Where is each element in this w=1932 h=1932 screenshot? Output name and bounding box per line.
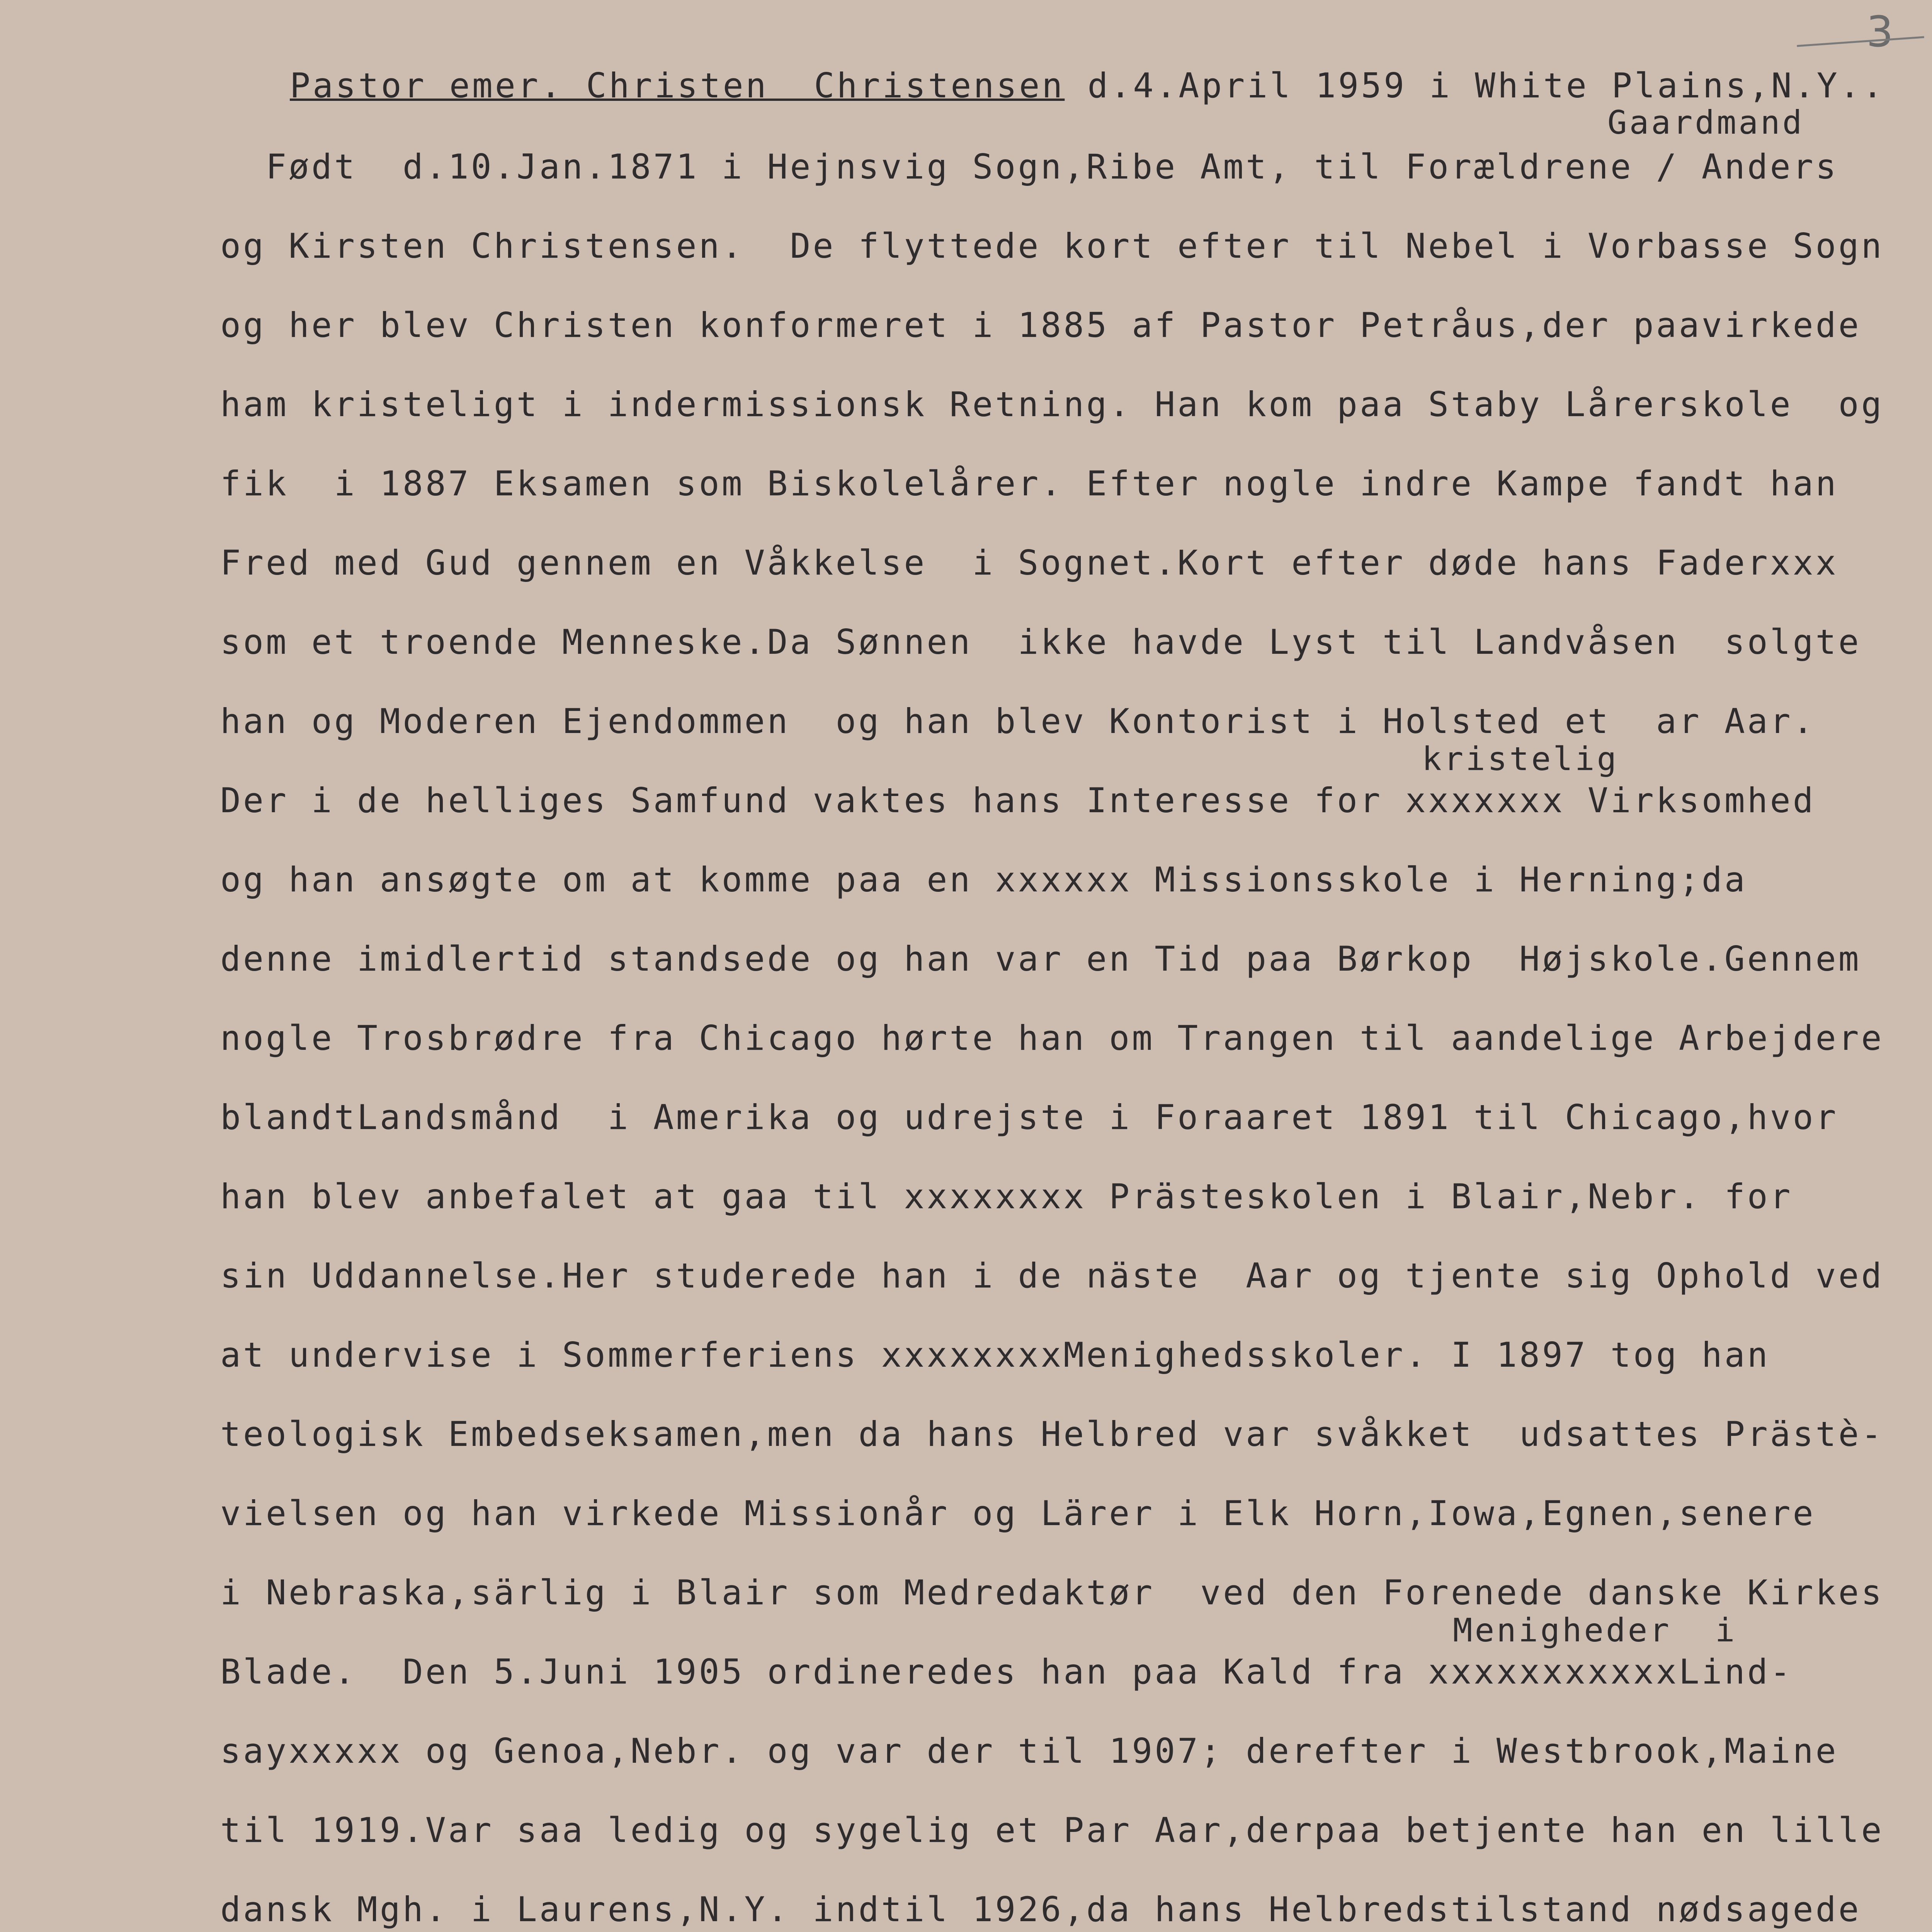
- text-line: han blev anbefalet at gaa til xxxxxxxx Prästeskolen i Blair,Nebr. for: [220, 1177, 1793, 1216]
- text-line: til 1919.Var saa ledig og sygelig et Par Aar,derpaa betjente han en lille: [220, 1810, 1884, 1850]
- insertion-menigheder: Menigheder i: [1453, 1611, 1737, 1649]
- obituary-title-date-place: d.4.April 1959 i White Plains,N.Y..: [1065, 66, 1885, 105]
- insertion-gaardmand: Gaardmand: [1607, 104, 1804, 141]
- text-line: ham kristeligt i indermissionsk Retning. Han kom paa Staby Lårerskole og: [220, 384, 1884, 424]
- obituary-title-name: Pastor emer. Christen Christensen: [290, 66, 1065, 105]
- text-line: og her blev Christen konformeret i 1885 af Pastor Petråus,der paavirkede: [220, 305, 1861, 345]
- text-line: Født d.10.Jan.1871 i Hejnsvig Sogn,Ribe Amt, til Forældrene / Anders: [220, 147, 1838, 187]
- text-line: og han ansøgte om at komme paa en xxxxxx Missionsskole i Herning;da: [220, 860, 1747, 900]
- insertion-kristelig: kristelig: [1422, 740, 1619, 778]
- text-line: Blade. Den 5.Juni 1905 ordineredes han paa Kald fra xxxxxxxxxxxLind-: [220, 1652, 1793, 1692]
- text-line: at undervise i Sommerferiens xxxxxxxxMenighedsskoler. I 1897 tog han: [220, 1335, 1770, 1375]
- text-line: teologisk Embedseksamen,men da hans Helbred var svåkket udsattes Prästè-: [220, 1414, 1884, 1454]
- page-number: 3: [1866, 7, 1893, 56]
- text-line: han og Moderen Ejendommen og han blev Kontorist i Holsted et ar Aar.: [220, 701, 1816, 741]
- text-line: blandtLandsmånd i Amerika og udrejste i Foraaret 1891 til Chicago,hvor: [220, 1097, 1838, 1137]
- text-line: fik i 1887 Eksamen som Biskolelårer. Efter nogle indre Kampe fandt han: [220, 464, 1838, 503]
- text-line: i Nebraska,särlig i Blair som Medredaktør ved den Forenede danske Kirkes: [220, 1573, 1884, 1612]
- obituary-heading: [290, 66, 1885, 105]
- text-line: nogle Trosbrødre fra Chicago hørte han om Trangen til aandelige Arbejdere: [220, 1018, 1884, 1058]
- text-line: Fred med Gud gennem en Våkkelse i Sognet.Kort efter døde hans Faderxxx: [220, 543, 1838, 583]
- text-line: Der i de helliges Samfund vaktes hans Interesse for xxxxxxx Virksomhed: [220, 781, 1816, 820]
- text-line: sin Uddannelse.Her studerede han i de näste Aar og tjente sig Ophold ved: [220, 1256, 1884, 1296]
- text-line: dansk Mgh. i Laurens,N.Y. indtil 1926,da hans Helbredstilstand nødsagede: [220, 1889, 1861, 1929]
- text-line: som et troende Menneske.Da Sønnen ikke havde Lyst til Landvåsen solgte: [220, 622, 1861, 662]
- text-line: denne imidlertid standsede og han var en Tid paa Børkop Højskole.Gennem: [220, 939, 1861, 979]
- text-line: vielsen og han virkede Missionår og Lärer i Elk Horn,Iowa,Egnen,senere: [220, 1493, 1816, 1533]
- text-line: sayxxxxx og Genoa,Nebr. og var der til 1907; derefter i Westbrook,Maine: [220, 1731, 1838, 1771]
- text-line: og Kirsten Christensen. De flyttede kort efter til Nebel i Vorbasse Sogn: [220, 226, 1884, 266]
